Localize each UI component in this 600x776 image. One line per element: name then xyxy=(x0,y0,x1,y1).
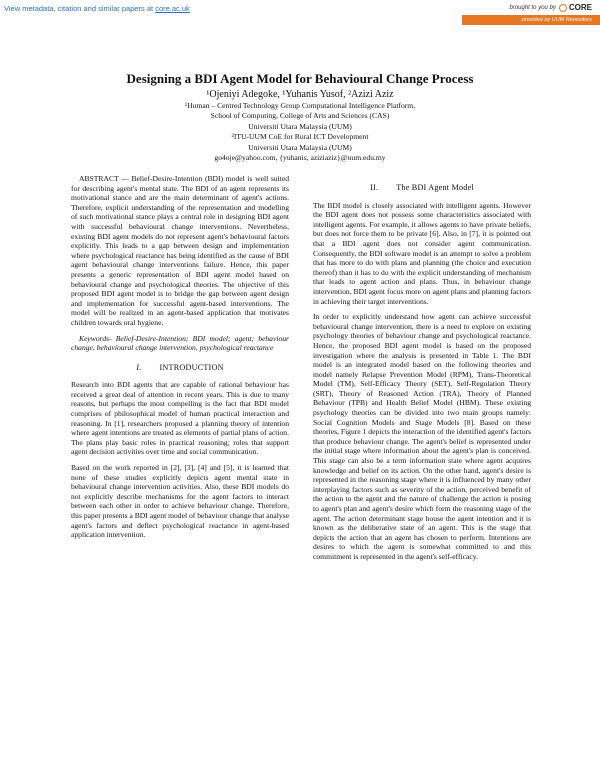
brought-to-you-label: brought to you by xyxy=(509,4,556,11)
brought-to-you-by[interactable] xyxy=(510,3,593,12)
affiliation-line: ²ITU-UUM CoE for Rural ICT Development xyxy=(231,132,369,142)
abstract-text: ABSTRACT — Belief-Desire-Intention (BDI) model is well suited for describing agent's mental state. The BDI of an agent represents its motivational stance and are the main determinant of agent's actions. Therefore, explicit understanding of the representation and modelling of such motivational stance plays a central role in designing BDI agent with successful behavioural change interventions. Nevertheless, existing BDI agent models do not represent agent's behavioural factors explicitly. This leads to a gap between design and implementation where psychological reactance has being identified as the cause of BDI agent behavioural change interventions failure. Hence, this paper presents a generic representation of BDI agent model based on behavioural change and psychological theories. The objective of this proposed BDI agent model is to bridge the gap between agent design and implementation for successful agent-based interventions. The model will be realized in an agent-based application that motivates children towards oral hygiene. xyxy=(71,174,289,327)
paper-title: Designing a BDI Agent Model for Behavioural Change Process xyxy=(126,71,474,86)
body-paragraph: The BDI model is closely associated with intelligent agents. However the BDI agent does not possess some characteristics associated with intelligent agents. For example, it allows agents to have private beliefs, but does not force them to be private [6]. Also, in [7], it is pointed out that a BDI agent does not consider agent communication. Consequently, the BDI software model is an attempt to solve a problem that has more to do with plans and planning (the choice and execution thereof) than it has to do with the explicit understanding of mechanism that leads to agent action and plans. Thus, in behaviour change intervention, BDI agent focus more on agent plans and planning factors in achieving their target interventions. xyxy=(313,200,531,306)
section-title: The BDI Agent Model xyxy=(396,183,474,192)
right-column xyxy=(313,183,531,568)
body-paragraph: Research into BDI agents that are capable of rational behaviour has received a great deal of attention in recent years. This is due to many reasons, but perhaps the most compelling is the fact that BDI model comprises of philosophical model of human practical interaction and reasoning. In [1], researchers proposed a planning theory of intention where agent intentions are treated as elements of partial plans of action. The plans play basic roles in practical reasoning; roles that support agent decision activities over time and social communication. xyxy=(71,380,289,457)
core-logo-text: CORE xyxy=(568,3,592,12)
section-number: I. xyxy=(136,362,142,372)
abstract xyxy=(71,174,289,328)
core-logo-icon xyxy=(559,4,567,12)
keywords: Keywords- Belief-Desire-Intention; BDI model; agent; behaviour change, behavioural change intervention, psychological reactance xyxy=(71,333,289,353)
affiliation-line: School of Computing, College of Arts and Sciences (CAS) xyxy=(210,111,390,121)
body-paragraph: In order to explicitly understand how agent can achieve successful behavioural change intervention, there is a need to explore on existing psychology theories of behaviour change and psychological reactance. Hence, the proposed BDI agent model is based on the proposed investigation where the analysis is presented in Table 1. The BDI model is an integrated model based on the following theories and model namely Relapse Prevention Model (RPM), Trans-Theoretical Model (TM), Self-Efficacy Theory (SET), Self-Regulation Theory (SRT), Theory of Reasoned Action (TRA), Theory of Planned Behaviour (TPB) and Health Belief Model (HBM). These existing psychology theories can be divided into two main groups namely: Social Cognition Models and Stage Models [8]. Based on these theories, Figure 1 depicts the interaction of the identified agent's factors that produce behaviour change. The agent's belief is represented under the initial stage where information about the agent's plan is conceived. This stage can also be a term information state where agent acquires knowledge and belief on its action. On the other hand, agent's desire is represented in the reasoning stage where it is influenced by many other interplaying factors such as severity of the action, perceived benefit of the action to the agent and the nature of challenge the action is posing to agent's plan and agent's desire which form the reasoning stage of the agent. The action determinant stage house the agent intention and it is known as the deliberative state of an agent. This is the stage that depicts the action that an agent has chosen to perform. Intentions are desires to which the agent is somewhat committed to and this commitment is represented in the agent's self-efficacy. xyxy=(313,312,531,561)
author-emails: go4oje@yahoo.com, {yuhanis, aziziaziz}@uum.edu.my xyxy=(214,153,386,163)
affiliation-line: Universiti Utara Malaysia (UUM) xyxy=(248,121,352,131)
section-title: INTRODUCTION xyxy=(159,362,224,372)
affiliation-line: ¹Human – Centred Technology Group Computational Intelligence Platform, xyxy=(184,101,416,110)
section-heading-introduction xyxy=(71,363,289,373)
author-affiliations xyxy=(0,101,600,163)
paper-authors: ¹Ojeniyi Adegoke, ¹Yuhanis Yusof, ²Azizi Aziz xyxy=(206,89,394,100)
core-banner xyxy=(0,0,600,26)
left-column xyxy=(71,174,289,546)
body-paragraph: Based on the work reported in [2], [3], [4] and [5], it is learned that none of these studies explicitly depicts agent mental state in behavioural change intervention activities. Also, these BDI models do not explicitly describe mechanisms for the agent factors to interact between each other in order to achieve behaviour change. Therefore, this paper presents a BDI agent model of behaviour change that analyse agent's factors and deflect psychological reactance in agent-based application intervention. xyxy=(71,463,289,540)
core-link-prefix: View metadata, citation and similar papers at xyxy=(4,4,156,13)
section-number: II. xyxy=(370,183,379,192)
core-metadata-link[interactable] xyxy=(4,4,190,13)
core-logo xyxy=(559,3,592,12)
section-heading-bdi-agent-model xyxy=(313,183,531,193)
affiliation-line: Universiti Utara Malaysia (UUM) xyxy=(248,142,352,152)
core-link-domain: core.ac.uk xyxy=(155,4,190,13)
provided-by-bar[interactable]: provided by UUM Repository xyxy=(462,15,600,25)
